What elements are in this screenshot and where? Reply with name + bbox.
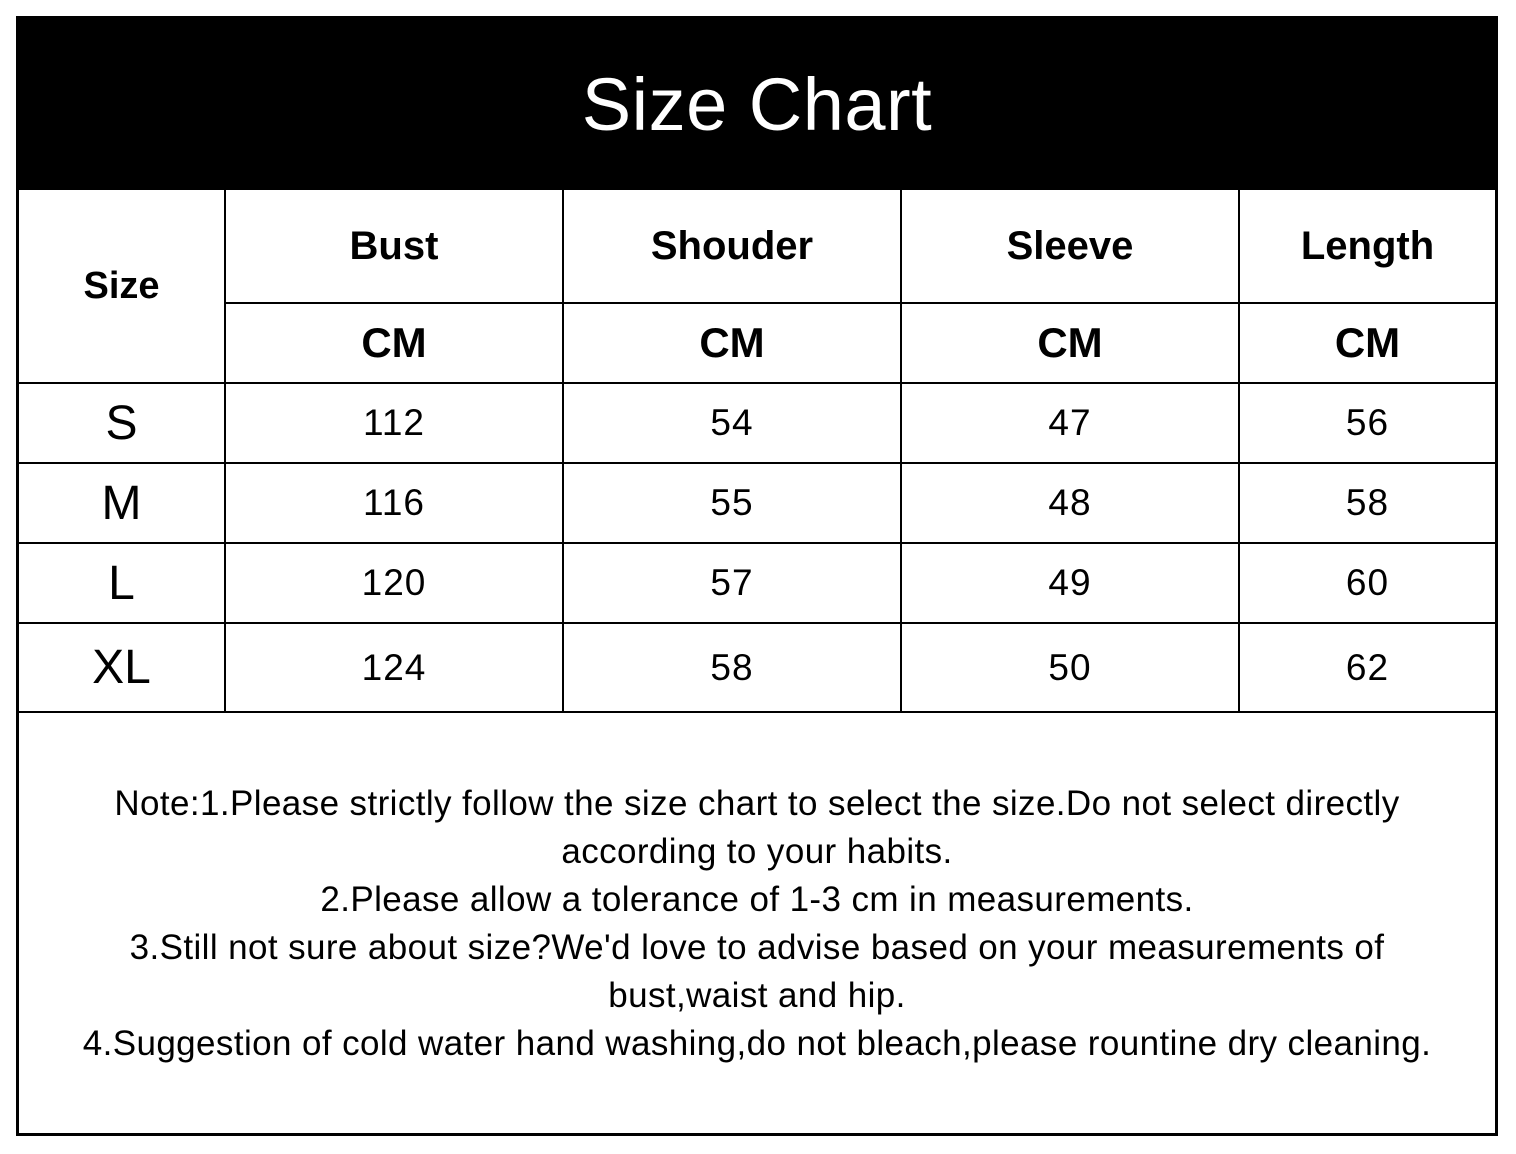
note-line: 3.Still not sure about size?We'd love to advise based on your measurements of	[129, 927, 1385, 967]
unit-label: CM	[1334, 319, 1401, 366]
table-cell: 50	[1048, 646, 1092, 688]
size-label: M	[101, 476, 142, 530]
size-table	[19, 190, 1495, 714]
unit-label: CM	[1037, 319, 1103, 366]
table-cell: 58	[1345, 482, 1390, 523]
table-cell: 60	[1345, 562, 1390, 603]
column-header-shoulder: Shouder	[650, 223, 814, 268]
unit-label: CM	[361, 319, 427, 366]
note-line: bust,waist and hip.	[608, 975, 906, 1015]
column-header-sleeve: Sleeve	[1006, 223, 1134, 268]
column-header-bust: Bust	[349, 223, 439, 268]
notes-section	[19, 714, 1495, 1133]
note-line: 2.Please allow a tolerance of 1-3 cm in measurements.	[320, 879, 1194, 919]
table-cell: 49	[1048, 562, 1092, 603]
table-cell: 56	[1345, 402, 1390, 443]
table-cell: 120	[361, 562, 427, 603]
table-cell: 124	[361, 646, 427, 688]
row-divider	[19, 711, 1495, 713]
column-header-length: Length	[1300, 223, 1435, 268]
table-cell: 55	[710, 482, 754, 523]
note-line: 4.Suggestion of cold water hand washing,do not bleach,please rountine dry cleaning.	[82, 1023, 1432, 1063]
unit-label: CM	[699, 319, 765, 366]
table-cell: 62	[1345, 646, 1390, 688]
table-cell: 48	[1048, 482, 1092, 523]
table-cell: 116	[363, 482, 425, 523]
table-cell: 54	[710, 402, 754, 443]
size-label: XL	[92, 641, 151, 694]
table-cell: 58	[710, 646, 754, 688]
size-chart-frame	[16, 16, 1498, 1136]
note-line: according to your habits.	[561, 831, 953, 871]
size-column-header: Size	[83, 264, 160, 307]
table-cell: 112	[363, 402, 425, 443]
table-cell: 47	[1048, 402, 1092, 443]
size-label: L	[108, 556, 135, 610]
page-title: Size Chart	[581, 63, 933, 146]
title-bar	[19, 19, 1495, 190]
size-label: S	[105, 396, 138, 450]
table-cell: 57	[710, 562, 754, 603]
note-line: Note:1.Please strictly follow the size chart to select the size.Do not select directly	[114, 783, 1400, 823]
